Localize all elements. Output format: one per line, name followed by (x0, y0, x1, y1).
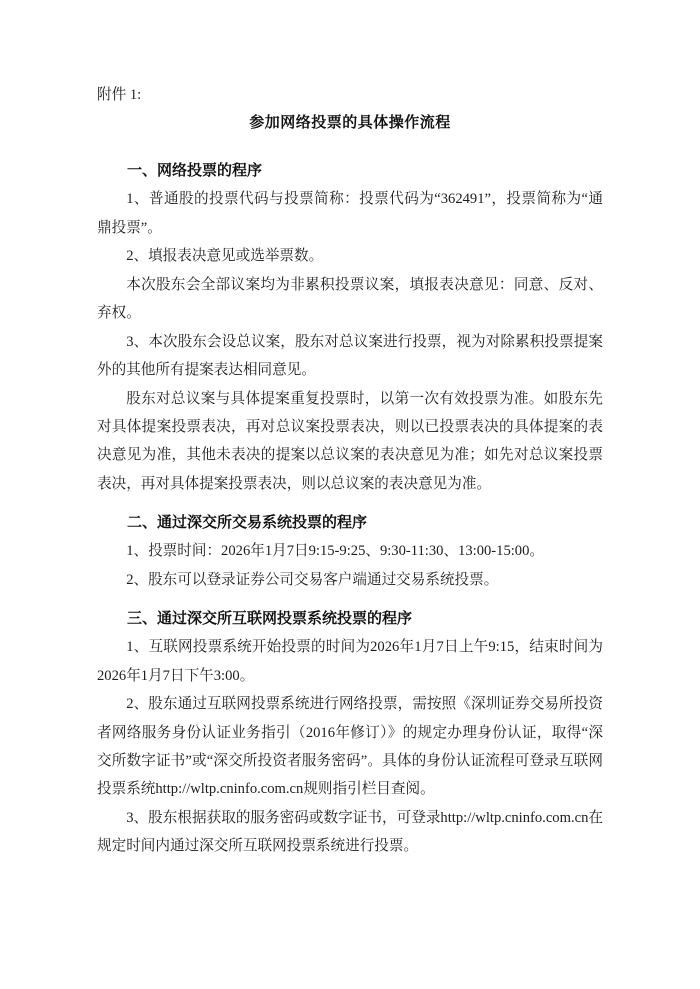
document-title: 参加网络投票的具体操作流程 (249, 115, 451, 132)
section-1-paragraph-2: 2、填报表决意见或选举票数。 (126, 248, 324, 265)
section-1-paragraph-4: 3、本次股东会设总议案，股东对总议案进行投票，视为对除累积投票提案外的其他所有提案表达相同意见。 (97, 333, 603, 379)
attachment-label: 附件 1: (97, 87, 142, 103)
section-3-paragraph-1: 1、互联网投票系统开始投票的时间为2026年1月7日上午9:15，结束时间为2026年1月7日下午3:00。 (97, 639, 603, 684)
section-2-paragraph-2: 2、股东可以登录证券公司交易客户端通过交易系统投票。 (126, 571, 499, 588)
section-3-paragraph-3: 3、股东根据获取的服务密码或数字证书，可登录http://wltp.cninfo.com.cn在规定时间内通过深交所互联网投票系统进行投票。 (97, 809, 603, 855)
section-1-paragraph-5: 股东对总议案与具体提案重复投票时，以第一次有效投票为准。如股东先对具体提案投票表决，再对总议案投票表决，则以已投票表决的具体提案的表决意见为准，其他未表决的提案以总议案的表决意见为准；如先对总议案投票表决，再对具体提案投票表决，则以总议案的表决意见为准。 (97, 390, 603, 492)
section-1-heading: 一、网络投票的程序 (127, 162, 263, 179)
section-1-paragraph-1: 1、普通股的投票代码与投票简称：投票代码为“362491”，投票简称为“通鼎投票”。 (97, 191, 603, 236)
section-1-paragraph-3: 本次股东会全部议案均为非累积投票议案，填报表决意见：同意、反对、弃权。 (97, 276, 603, 322)
section-2-heading: 二、通过深交所交易系统投票的程序 (127, 514, 368, 531)
section-2-paragraph-1: 1、投票时间：2026年1月7日9:15-9:25、9:30-11:30、13:00-15:00。 (126, 543, 544, 560)
section-3-paragraph-2: 2、股东通过互联网投票系统进行网络投票，需按照《深圳证券交易所投资者网络服务身份认证业务指引（2016年修订）》的规定办理身份认证，取得“深交所数字证书”或“深交所投资者服务密码”。具体的身份认证流程可登录互联网投票系统http://wltp.cninfo.com.cn规则指引栏目查阅。 (97, 696, 603, 798)
section-3-heading: 三、通过深交所互联网投票系统投票的程序 (127, 610, 413, 627)
